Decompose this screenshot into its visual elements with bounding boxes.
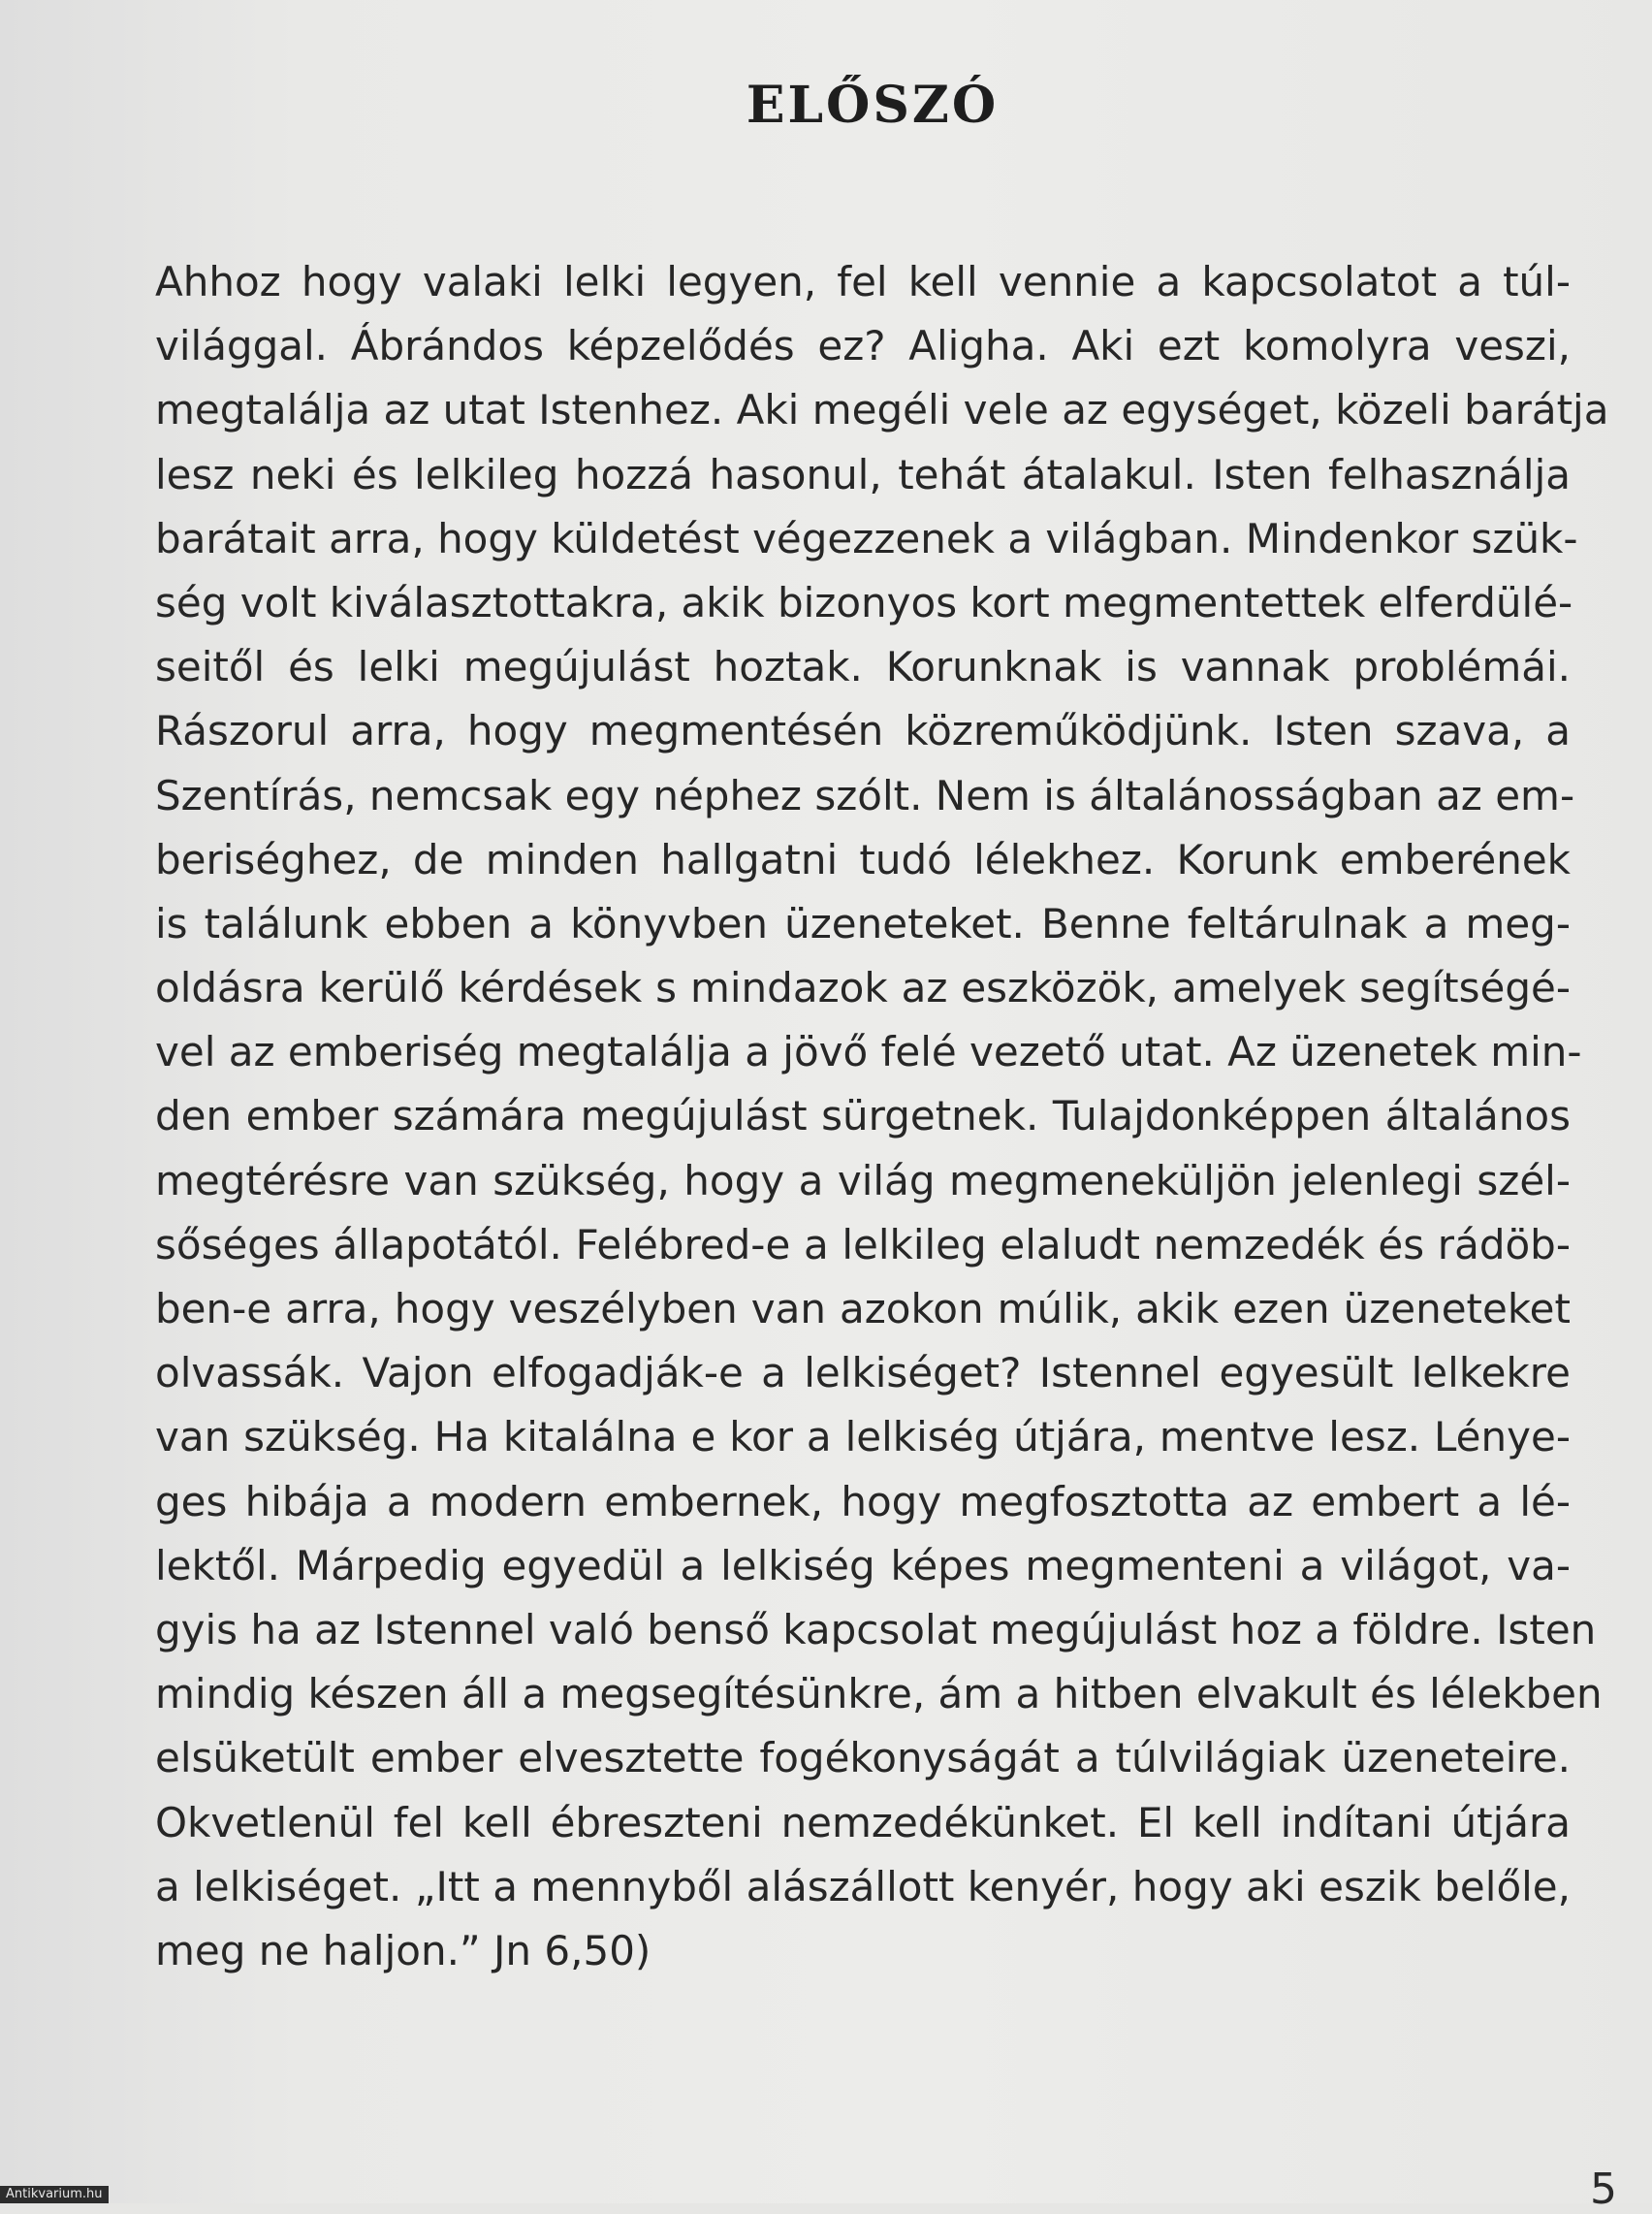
text-line: sőséges állapotától. Felébred-e a lelkileg elaludt nemzedék és rádöb- bbox=[155, 1220, 1571, 1268]
text-line: elsüketült ember elvesztette fogékonyságát a túlvilágiak üzeneteire. bbox=[155, 1734, 1571, 1782]
text-line: vel az emberiség megtalálja a jövő felé vezető utat. Az üzenetek min- bbox=[155, 1028, 1582, 1076]
text-line: olvassák. Vajon elfogadják-e a lelkiséget? Istennel egyesült lelkekre bbox=[155, 1349, 1571, 1397]
text-line: oldásra kerülő kérdések s mindazok az eszközök, amelyek segítségé- bbox=[155, 964, 1571, 1012]
text-line: Rászorul arra, hogy megmentésén közreműködjünk. Isten szava, a bbox=[155, 707, 1571, 755]
text-line: Ahhoz hogy valaki lelki legyen, fel kell vennie a kapcsolatot a túl- bbox=[155, 258, 1571, 305]
text-line-last: meg ne haljon.” Jn 6,50) bbox=[155, 1926, 651, 1974]
text-line: megtalálja az utat Istenhez. Aki megéli vele az egységet, közeli barátja bbox=[155, 386, 1609, 434]
text-line: ség volt kiválasztottakra, akik bizonyos kort megmentettek elferdülé- bbox=[155, 578, 1573, 626]
text-line: is találunk ebben a könyvben üzeneteket. Benne feltárulnak a meg- bbox=[155, 899, 1571, 947]
text-line: a lelkiséget. „Itt a mennyből alászállott kenyér, hogy aki eszik belőle, bbox=[155, 1862, 1571, 1910]
text-line: seitől és lelki megújulást hoztak. Korunknak is vannak problémái. bbox=[155, 643, 1571, 691]
text-line: lektől. Márpedig egyedül a lelkiség képes megmenteni a világot, va- bbox=[155, 1541, 1571, 1589]
text-line: lesz neki és lelkileg hozzá hasonul, tehát átalakul. Isten felhasználja bbox=[155, 450, 1571, 498]
text-line: világgal. Ábrándos képzelődés ez? Aligha. Aki ezt komolyra veszi, bbox=[155, 322, 1571, 370]
text-line: mindig készen áll a megsegítésünkre, ám a hitben elvakult és lélekben bbox=[155, 1670, 1603, 1718]
text-line: barátait arra, hogy küldetést végezzenek a világban. Mindenkor szük- bbox=[155, 514, 1578, 562]
text-line: Okvetlenül fel kell ébreszteni nemzedékünket. El kell indítani útjára bbox=[155, 1798, 1571, 1846]
page-number: 5 bbox=[1590, 2165, 1617, 2214]
preface-paragraph bbox=[155, 250, 1609, 1983]
text-line: Szentírás, nemcsak egy néphez szólt. Nem is általánosságban az em- bbox=[155, 771, 1575, 819]
text-line: megtérésre van szükség, hogy a világ megmeneküljön jelenlegi szél- bbox=[155, 1156, 1571, 1204]
text-line: ben-e arra, hogy veszélyben van azokon múlik, akik ezen üzeneteket bbox=[155, 1285, 1571, 1332]
text-line: ges hibája a modern embernek, hogy megfosztotta az embert a lé- bbox=[155, 1477, 1571, 1525]
text-line: beriséghez, de minden hallgatni tudó lélekhez. Korunk emberének bbox=[155, 835, 1571, 883]
chapter-title: ELŐSZÓ bbox=[746, 76, 1000, 135]
text-line: gyis ha az Istennel való benső kapcsolat megújulást hoz a földre. Isten bbox=[155, 1605, 1597, 1653]
watermark-label: Antikvarium.hu bbox=[0, 2186, 109, 2203]
text-line: van szükség. Ha kitalálna e kor a lelkiség útjára, mentve lesz. Lénye- bbox=[155, 1413, 1571, 1461]
text-line: den ember számára megújulást sürgetnek. Tulajdonképpen általános bbox=[155, 1092, 1571, 1140]
